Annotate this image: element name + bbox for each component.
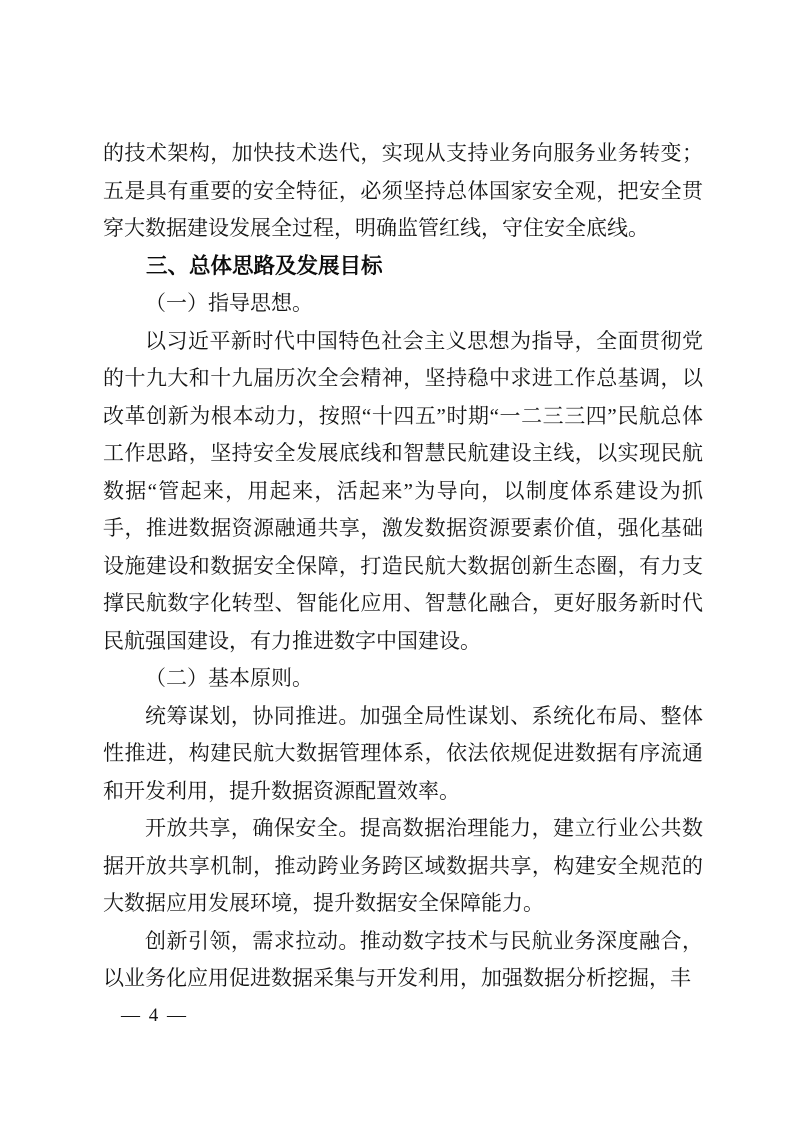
paragraph-guiding-ideology: 以习近平新时代中国特色社会主义思想为指导，全面贯彻党的十九大和十九届历次全会精神，坚持稳中求进工作总基调，以改革创新为根本动力，按照“十四五”时期“一二三三四”民航总体工作思路，坚持安全发展底线和智慧民航建设主线，以实现民航数据“管起来，用起来，活起来”为导向，以制度体系建设为抓手，推进数据资源融通共享，激发数据资源要素价值，强化基础设施建设和数据安全保障，打造民航大数据创新生态圈，有力支撑民航数字化转型、智能化应用、智慧化融合，更好服务新时代民航强国建设，有力推进数字中国建设。 — [103, 328, 703, 653]
paragraph-principle-open-sharing: 开放共享，确保安全。提高数据治理能力，建立行业公共数据开放共享机制，推动跨业务跨区域数据共享，构建安全规范的大数据应用发展环境，提升数据安全保障能力。 — [103, 816, 703, 915]
section-heading-overall-approach: 三、总体思路及发展目标 — [146, 253, 383, 278]
document-body — [103, 135, 703, 998]
paragraph-principle-coordinated-planning: 统筹谋划，协同推进。加强全局性谋划、系统化布局、整体性推进，构建民航大数据管理体系，依法依规促进数据有序流通和开发利用，提升数据资源配置效率。 — [103, 703, 703, 803]
subsection-heading-basic-principles: （二）基本原则。 — [145, 666, 313, 690]
subsection-heading-guiding-ideology: （一）指导思想。 — [145, 291, 313, 315]
paragraph-continued-from-previous-page: 的技术架构，加快技术迭代，实现从支持业务向服务业务转变；五是具有重要的安全特征，必须坚持总体国家安全观，把安全贯穿大数据建设发展全过程，明确监管红线，守住安全底线。 — [103, 141, 703, 240]
page-number: — 4 — — [121, 1005, 188, 1026]
paragraph-principle-innovation-led: 创新引领，需求拉动。推动数字技术与民航业务深度融合，以业务化应用促进数据采集与开发利用，加强数据分析挖掘，丰 — [103, 928, 703, 990]
